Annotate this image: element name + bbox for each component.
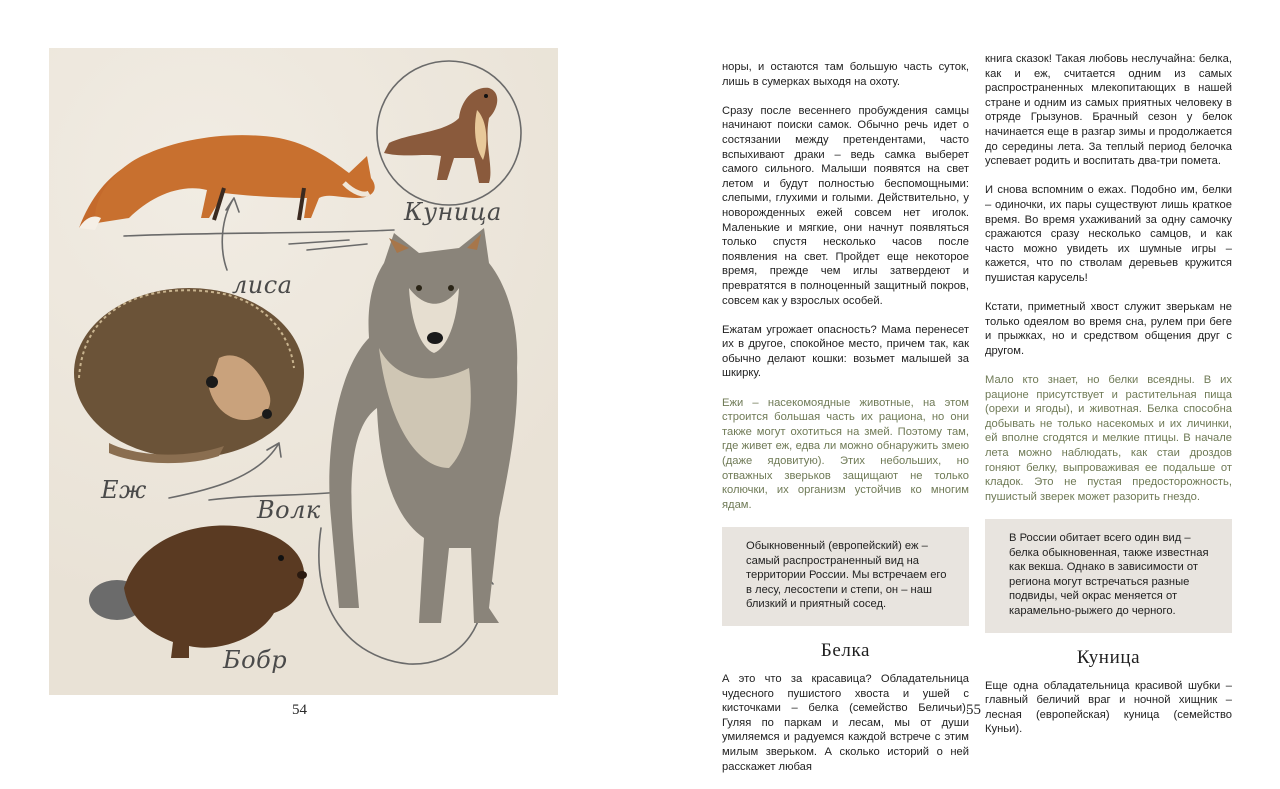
paragraph: норы, и остаются там большую часть суток, лишь в сумерках выходя на охоту.: [722, 61, 969, 88]
hedgehog-label: Еж: [101, 476, 147, 504]
animals-drawing: [49, 48, 558, 695]
beaver-label: Бобр: [223, 646, 288, 674]
paragraph: И снова вспомним о ежах. Подобно им, белки – одиночки, их пары существуют лишь краткое время. Во время ухаживаний за одну самочку сражаются сразу несколько самцов, и как часто можно увидеть их шумные игры – кажется, что по стволам деревьев кружится пушистая карусель!: [985, 184, 1232, 284]
marten-label: Куница: [404, 198, 502, 226]
text-column-2: [985, 52, 1232, 752]
info-box: Обыкновенный (европейский) еж – самый распространенный вид на территории России. Мы встречаем его в лесу, лесостепи и степи, он – наш близкий и приятный сосед.: [722, 527, 969, 626]
marten-figure: [384, 88, 497, 183]
paragraph: Сразу после весеннего пробуждения самцы начинают поиски самок. Обычно речь идет о состязании между претендентами, часто вспыхивают драки – ведь самка выберет самого сильного. Малыши появятся на свет летом и будут полностью беспомощными: слепыми, глухими и голыми. Действительно, у новорожденных ежей совсем нет иголок. Маленькие и мягкие, они начнут появляться только спустя несколько часов после появления на свет. Пройдет еще некоторое время, прежде чем иглы затвердеют и превратятся в полноценный защитный покров, совсем как у взрослых особей.: [722, 104, 969, 307]
animal-illustration: [49, 48, 558, 695]
fox-figure: [79, 135, 375, 230]
hedgehog-figure: [74, 288, 304, 463]
page-number-left: 54: [292, 702, 307, 718]
paragraph-highlight: Ежи – насекомоядные животные, на этом строится большая часть их рациона, но они также могут охотиться на змей. Поэтому там, где живет еж, едва ли можно обнаружить змею (даже ядовитую). Этих небольших, но отважных зверьков защищают не только колючки, их организм устойчив ко многим ядам.: [722, 396, 969, 511]
paragraph: Еще одна обладательница красивой шубки – главный беличий враг и ночной хищник – лесная (европейская) куница (семейство Куньи).: [985, 679, 1232, 736]
beaver-figure: [89, 526, 307, 659]
section-heading: Белка: [820, 639, 871, 661]
paragraph-highlight: Мало кто знает, но белки всеядны. В их рационе присутствует и растительная пища (орехи и ягоды), и животная. Белка способна добывать не только насекомых и их личинки, ей вполне сгодятся и мелкие птицы. В начале лета можно наблюдать, как стаи дроздов гоняют белку, выпроваживая ее подальше от кладок. Это не пустая предосторожность, пушистый зверек может разорить гнездо.: [985, 374, 1232, 503]
section-heading: Куница: [1076, 646, 1141, 668]
paragraph: А это что за красавица? Обладательница чудесного пушистого хвоста и ушей с кисточками – белка (семейство Беличьи). Гуляя по паркам и лесам, мы от души умиляемся и радуемся каждой встрече с этим милым зверьком. А сколько историй о ней расскажет любая: [722, 672, 969, 773]
paragraph: книга сказок! Такая любовь неслучайна: белка, как и еж, считается одним из самых распространенных млекопитающих в нашей стране и одним из самых приятных человеку в отряде Грызунов. Брачный сезон у белок начинается еще в разгар зимы и продолжается до середины лета. За теплый период белочка успевает родить и воспитать два-три помета.: [985, 53, 1232, 168]
wolf-label: Волк: [257, 496, 321, 524]
paragraph: Кстати, приметный хвост служит зверькам не только одеялом во время сна, рулем при беге и прыжках, но и средством общения друг с другом.: [985, 301, 1232, 357]
fox-label: лиса: [232, 271, 293, 299]
page-number-right: 55: [966, 702, 981, 718]
text-column-1: [722, 60, 969, 789]
info-box: В России обитает всего один вид – белка обыкновенная, также известная как векша. Однако в зависимости от региона могут встречаться разные подвиды, чей окрас меняется от карамельно-рыжего до черного.: [985, 519, 1232, 633]
paragraph: Ежатам угрожает опасность? Мама перенесет их в другое, спокойное место, причем так, как обычно делают кошки: возьмет малышей за шкирку.: [722, 323, 969, 380]
wolf-figure: [329, 228, 517, 623]
